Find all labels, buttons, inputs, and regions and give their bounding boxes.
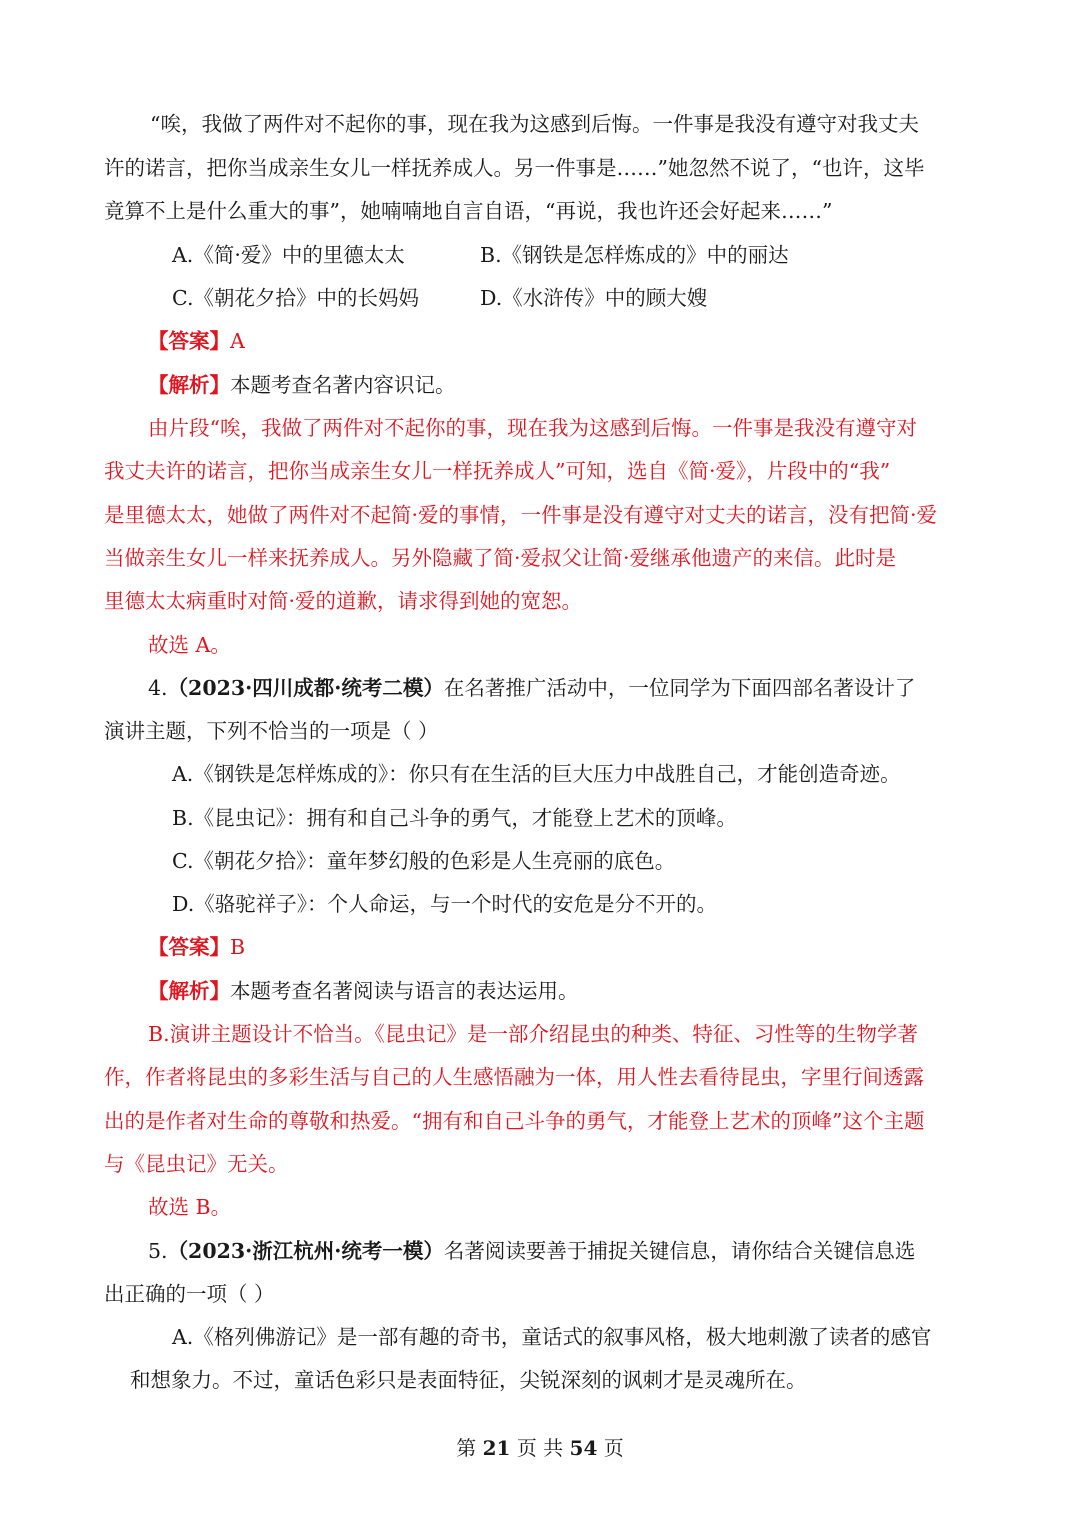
footer-middle: 页 共 — [516, 1436, 564, 1460]
q4-stem-line-2: 演讲主题，下列不恰当的一项是（ ） — [104, 719, 439, 743]
q4-option-b: B.《昆虫记》：拥有和自己斗争的勇气，才能登上艺术的顶峰。 — [172, 806, 737, 830]
q4-answer — [148, 932, 245, 962]
q4-number: 4. — [148, 676, 168, 700]
q4-analysis-header — [148, 976, 579, 1006]
q3-option-a: A.《简·爱》中的里德太太 — [172, 243, 405, 267]
q5-stem-line-1 — [148, 1236, 915, 1266]
q3-analysis-summary: 本题考查名著内容识记。 — [230, 373, 456, 397]
q5-option-a-line-1: A.《格列佛游记》是一部有趣的奇书，童话式的叙事风格，极大地刺激了读者的感官 — [172, 1325, 932, 1349]
q3-analysis-line-1: 由片段“唉，我做了两件对不起你的事，现在我为这感到后悔。一件事是我没有遵守对 — [148, 416, 917, 440]
q3-answer-value: A — [230, 329, 245, 353]
q4-option-d: D.《骆驼祥子》：个人命运，与一个时代的安危是分不开的。 — [172, 892, 717, 916]
q4-analysis-line-1: B.演讲主题设计不恰当。《昆虫记》是一部介绍昆虫的种类、特征、习性等的生物学著 — [148, 1022, 918, 1046]
q4-answer-value: B — [230, 935, 246, 959]
q3-conclusion: 故选 A。 — [148, 633, 231, 657]
q4-option-a: A.《钢铁是怎样炼成的》：你只有在生活的巨大压力中战胜自己，才能创造奇迹。 — [172, 762, 901, 786]
q4-option-c: C.《朝花夕拾》：童年梦幻般的色彩是人生亮丽的底色。 — [172, 849, 676, 873]
q3-analysis-tag: 【解析】 — [148, 373, 230, 397]
q4-conclusion: 故选 B。 — [148, 1195, 232, 1219]
q3-option-d: D.《水浒传》中的顾大嫂 — [480, 286, 708, 310]
q4-stem-line-1 — [148, 673, 915, 703]
footer-current-page: 21 — [482, 1436, 511, 1460]
q3-analysis-line-5: 里德太太病重时对简·爱的道歉，请求得到她的宽恕。 — [104, 589, 583, 613]
q5-stem-line-2: 出正确的一项（ ） — [104, 1282, 275, 1306]
q4-stem-text: 在名著推广活动中，一位同学为下面四部名著设计了 — [443, 676, 916, 700]
q4-source: （2023·四川成都·统考二模） — [167, 676, 444, 700]
footer-suffix: 页 — [603, 1436, 624, 1460]
q3-analysis-header — [148, 370, 456, 400]
q3-option-c: C.《朝花夕拾》中的长妈妈 — [172, 286, 419, 310]
page-footer — [0, 1433, 1080, 1463]
q4-answer-tag: 【答案】 — [148, 935, 230, 959]
q3-answer-tag: 【答案】 — [148, 329, 230, 353]
q4-analysis-summary: 本题考查名著阅读与语言的表达运用。 — [230, 979, 579, 1003]
footer-prefix: 第 — [456, 1436, 477, 1460]
q3-analysis-line-2: 我丈夫许的诺言，把你当成亲生女儿一样抚养成人”可知，选自《简·爱》，片段中的“我” — [104, 459, 891, 483]
q5-number: 5. — [148, 1239, 168, 1263]
q5-option-a-line-2: 和想象力。不过，童话色彩只是表面特征，尖锐深刻的讽刺才是灵魂所在。 — [130, 1368, 807, 1392]
q3-analysis-line-3: 是里德太太，她做了两件对不起简·爱的事情，一件事是没有遵守对丈夫的诺言，没有把简·爱 — [104, 503, 938, 527]
q3-answer — [148, 326, 245, 356]
q5-source: （2023·浙江杭州·统考一模） — [167, 1239, 444, 1263]
q4-analysis-line-2: 作，作者将昆虫的多彩生活与自己的人生感悟融为一体，用人性去看待昆虫，字里行间透露 — [104, 1065, 924, 1089]
q4-analysis-tag: 【解析】 — [148, 979, 230, 1003]
q4-analysis-line-3: 出的是作者对生命的尊敬和热爱。“拥有和自己斗争的勇气，才能登上艺术的顶峰”这个主题 — [104, 1109, 925, 1133]
q3-analysis-line-4: 当做亲生女儿一样来抚养成人。另外隐藏了简·爱叔父让简·爱继承他遗产的来信。此时是 — [104, 546, 897, 570]
q3-option-b: B.《钢铁是怎样炼成的》中的丽达 — [480, 243, 789, 267]
passage-line-3: 竟算不上是什么重大的事”，她喃喃地自言自语，“再说，我也许还会好起来……” — [104, 199, 833, 223]
passage-line-1: “唉，我做了两件对不起你的事，现在我为这感到后悔。一件事是我没有遵守对我丈夫 — [150, 112, 919, 136]
footer-total-pages: 54 — [569, 1436, 598, 1460]
passage-line-2: 许的诺言，把你当成亲生女儿一样抚养成人。另一件事是……”她忽然不说了，“也许，这毕 — [104, 156, 925, 180]
q4-analysis-line-4: 与《昆虫记》无关。 — [104, 1152, 289, 1176]
q5-stem-text: 名著阅读要善于捕捉关键信息，请你结合关键信息选 — [443, 1239, 916, 1263]
